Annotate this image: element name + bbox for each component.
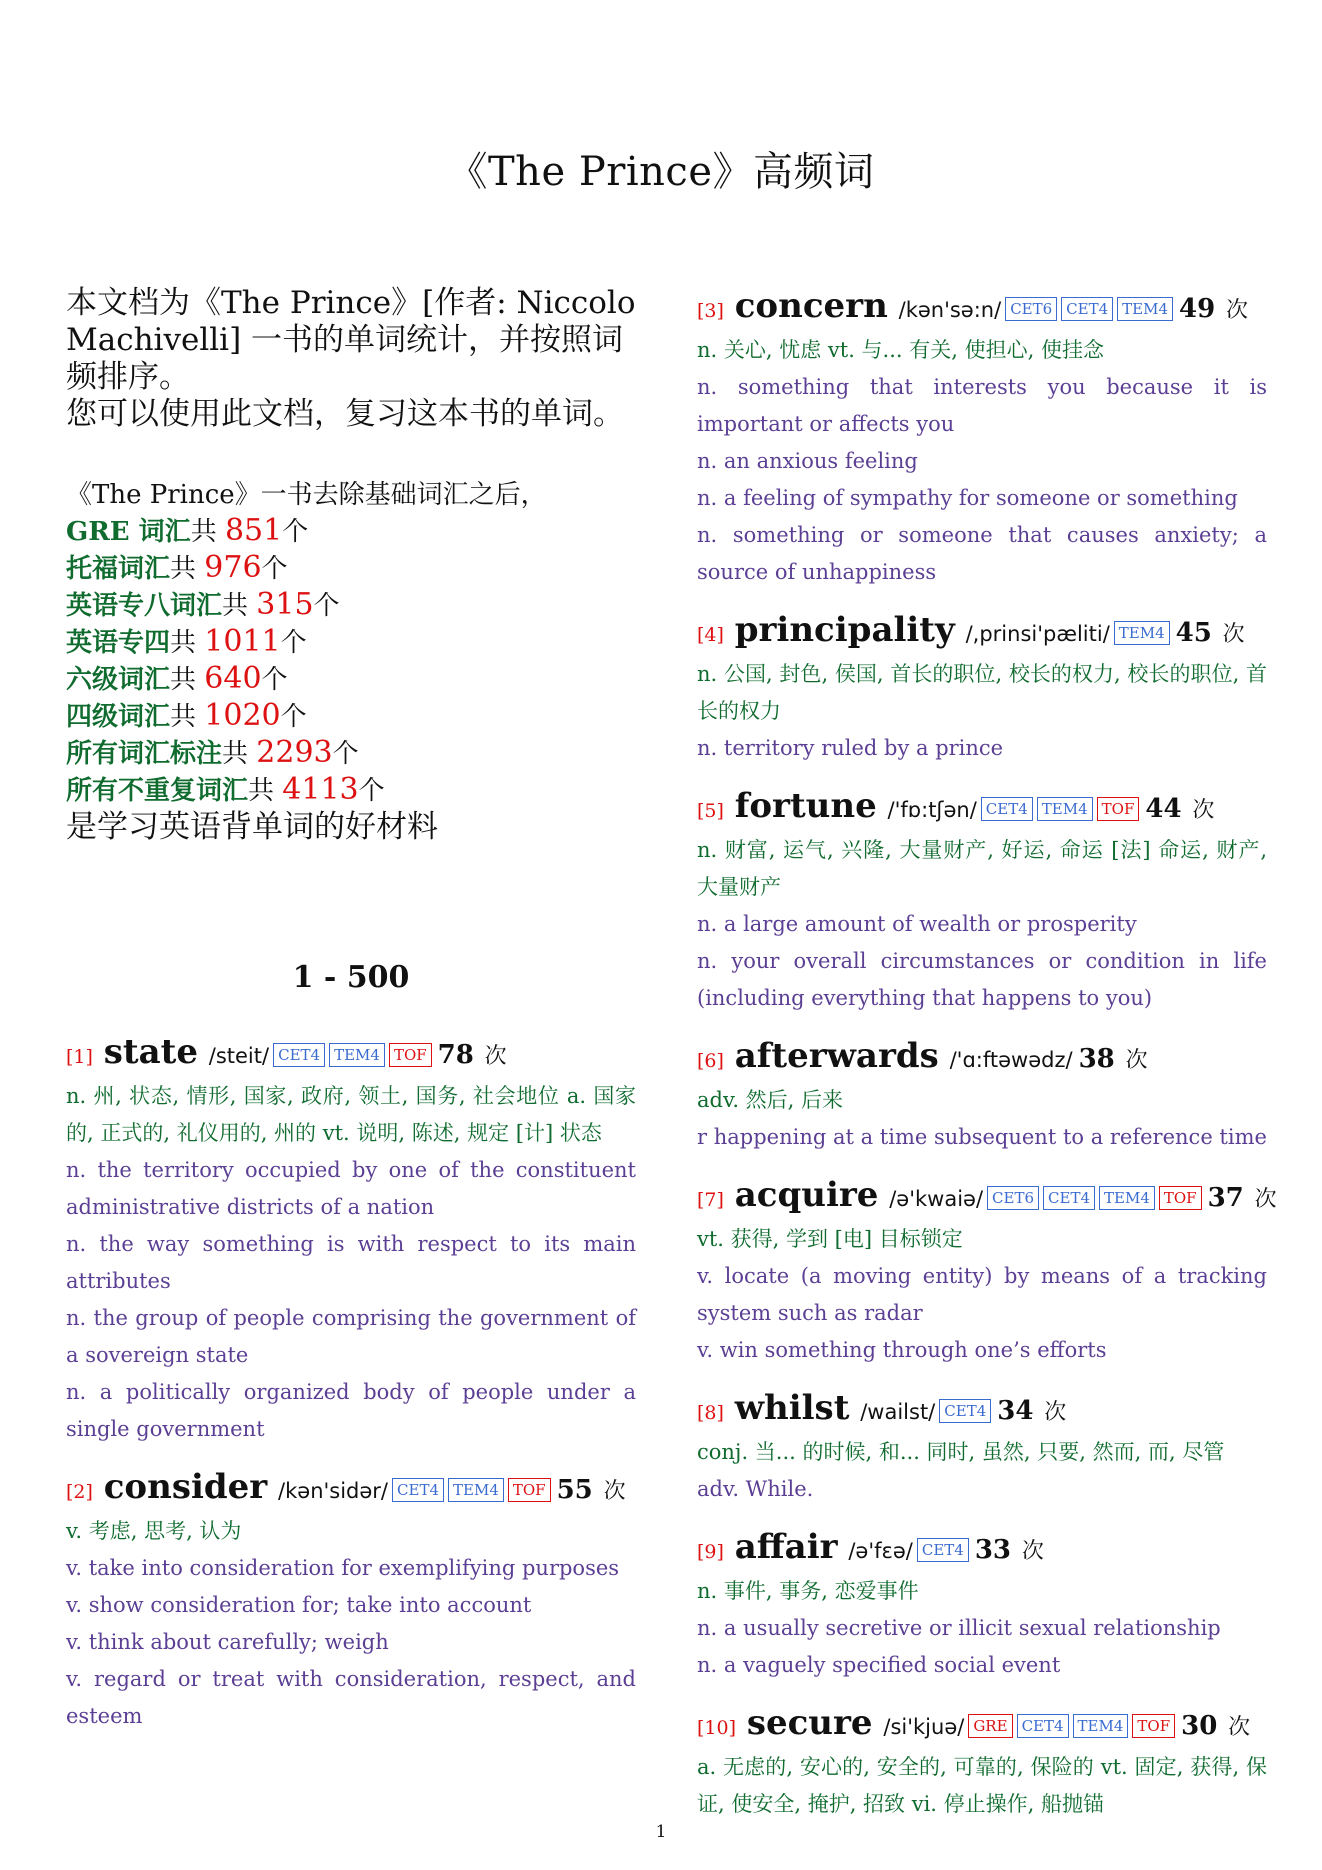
stat-row (66, 624, 636, 661)
entry-index: [6] (697, 1050, 724, 1072)
entry-count: 44 (1145, 794, 1182, 824)
exam-tag-tof: TOF (1097, 797, 1140, 821)
range-heading: 1 - 500 (292, 960, 410, 995)
definition-en: n. the group of people comprising the government of a sovereign state (66, 1306, 636, 1367)
stat-label: 英语专八词汇 (66, 591, 223, 621)
definition-en: v. show consideration for; take into account (66, 1593, 532, 1617)
entries-right (697, 285, 1277, 1823)
entry-index: [5] (697, 800, 724, 822)
word-entry (697, 1035, 1267, 1156)
stats-block (66, 477, 636, 845)
entry-phonetic: /si'kjuə/ (883, 1715, 965, 1739)
stat-unit: 个 (313, 591, 340, 621)
entry-header (697, 785, 1267, 832)
entry-word: affair (734, 1527, 838, 1567)
definition-en: v. regard or treat with consideration, respect, and esteem (66, 1667, 636, 1728)
entry-count-unit: 次 (1125, 1048, 1148, 1073)
definition-en: n. territory ruled by a prince (697, 736, 1004, 760)
entry-header (697, 1035, 1267, 1082)
definition-en: v. think about carefully; weigh (66, 1630, 389, 1654)
entry-word: acquire (734, 1175, 879, 1215)
stat-prefix: 共 (190, 517, 225, 547)
exam-tag-cet4: CET4 (917, 1538, 969, 1562)
definition-cn: n. 财富, 运气, 兴隆, 大量财产, 好运, 命运 [法] 命运, 财产, 大量财产 (697, 838, 1267, 899)
definition-cn: n. 公国, 封色, 侯国, 首长的职位, 校长的权力, 校长的职位, 首长的权力 (697, 662, 1267, 723)
entry-header (697, 1174, 1277, 1221)
entry-phonetic: /ə'fɛə/ (848, 1539, 913, 1563)
entry-word: afterwards (734, 1036, 939, 1076)
stat-label: 所有词汇标注 (66, 739, 223, 769)
entry-header (697, 285, 1267, 332)
intro-block (66, 285, 636, 433)
entry-count: 55 (556, 1475, 593, 1505)
definition-en: n. a feeling of sympathy for someone or something (697, 486, 1238, 510)
definition-en: adv. While. (697, 1477, 814, 1501)
definition-cn: a. 无虑的, 安心的, 安全的, 可靠的, 保险的 vt. 固定, 获得, 保证, 使安全, 掩护, 招致 vi. 停止操作, 船抛锚 (697, 1755, 1267, 1816)
entry-word: whilst (734, 1388, 850, 1428)
exam-tag-cet4: CET4 (392, 1478, 444, 1502)
definition-en: n. a vaguely specified social event (697, 1653, 1061, 1677)
definition-en: r happening at a time subsequent to a reference time (697, 1125, 1267, 1149)
entry-count-unit: 次 (1021, 1539, 1044, 1564)
stat-prefix: 共 (170, 554, 205, 584)
entry-phonetic: /steit/ (208, 1044, 270, 1068)
stats-footer: 是学习英语背单词的好材料 (66, 809, 438, 845)
word-entry (697, 1702, 1267, 1823)
entry-count-unit: 次 (1254, 1187, 1277, 1212)
definition-cn: n. 州, 状态, 情形, 国家, 政府, 领土, 国务, 社会地位 a. 国家的, 正式的, 礼仪用的, 州的 vt. 说明, 陈述, 规定 [计] 状态 (66, 1084, 636, 1145)
entry-word: secure (746, 1703, 873, 1743)
definition-en: n. a politically organized body of people under a single government (66, 1380, 636, 1441)
stat-unit: 个 (261, 554, 288, 584)
stat-label: GRE 词汇 (66, 517, 191, 547)
stat-unit: 个 (261, 665, 288, 695)
stat-prefix: 共 (222, 739, 257, 769)
intro-line-1: 本文档为《The Prince》[作者: Niccolo Machivelli] 一书的单词统计，并按照词频排序。 (66, 285, 636, 395)
exam-tag-cet4: CET4 (939, 1399, 991, 1423)
entry-header (66, 1031, 636, 1078)
exam-tag-tof: TOF (508, 1478, 551, 1502)
entry-index: [2] (66, 1481, 93, 1503)
stat-row (66, 698, 636, 735)
stat-prefix: 共 (170, 702, 205, 732)
definition-en: v. locate (a moving entity) by means of a tracking system such as radar (697, 1264, 1267, 1325)
definition-cn: adv. 然后, 后来 (697, 1088, 844, 1112)
intro-line-2: 您可以使用此文档，复习这本书的单词。 (66, 396, 624, 432)
stats-heading: 《The Prince》一书去除基础词汇之后， (66, 480, 547, 510)
stat-number: 315 (256, 587, 314, 622)
exam-tag-tof: TOF (389, 1043, 432, 1067)
stat-number: 976 (204, 550, 262, 585)
entry-index: [8] (697, 1402, 724, 1424)
word-entry (697, 1174, 1277, 1369)
entry-word: principality (734, 610, 955, 650)
word-entry (697, 785, 1267, 1017)
entry-count: 38 (1078, 1044, 1115, 1074)
word-entry (697, 609, 1267, 767)
exam-tag-cet4: CET4 (1061, 297, 1113, 321)
word-entry (66, 1031, 636, 1448)
stat-prefix: 共 (222, 591, 257, 621)
stat-label: 六级词汇 (66, 665, 171, 695)
entry-index: [4] (697, 624, 724, 646)
exam-tag-tem4: TEM4 (1117, 297, 1173, 321)
entry-index: [9] (697, 1541, 724, 1563)
entry-count-unit: 次 (484, 1044, 507, 1069)
stat-label: 所有不重复词汇 (66, 776, 249, 806)
entry-header (697, 1702, 1267, 1749)
definition-cn: conj. 当... 的时候, 和... 同时, 虽然, 只要, 然而, 而, 尽管 (697, 1440, 1225, 1464)
stat-number: 2293 (256, 735, 333, 770)
definition-cn: n. 事件, 事务, 恋爱事件 (697, 1579, 919, 1603)
entry-count-unit: 次 (1226, 298, 1249, 323)
entry-word: concern (734, 286, 888, 326)
stat-label: 英语专四 (66, 628, 171, 658)
stat-row (66, 772, 636, 809)
entry-index: [1] (66, 1046, 93, 1068)
exam-tag-gre: GRE (968, 1714, 1012, 1738)
entry-index: [10] (697, 1717, 737, 1739)
entry-word: consider (103, 1467, 268, 1507)
entry-count: 78 (437, 1040, 474, 1070)
entry-phonetic: /kən'sidər/ (278, 1479, 389, 1503)
stat-row (66, 661, 636, 698)
exam-tag-cet4: CET4 (1043, 1186, 1095, 1210)
entry-count-unit: 次 (603, 1479, 626, 1504)
stat-number: 1020 (204, 698, 281, 733)
definition-cn: n. 关心, 忧虑 vt. 与... 有关, 使担心, 使挂念 (697, 338, 1104, 362)
entry-count-unit: 次 (1044, 1400, 1067, 1425)
entry-header (697, 1387, 1267, 1434)
exam-tag-tem4: TEM4 (1073, 1714, 1129, 1738)
definition-en: n. the territory occupied by one of the constituent administrative districts of a nation (66, 1158, 636, 1219)
stat-prefix: 共 (170, 665, 205, 695)
entries-left (66, 1031, 636, 1735)
entry-count-unit: 次 (1222, 622, 1245, 647)
exam-tag-cet6: CET6 (1005, 297, 1057, 321)
word-entry (697, 1526, 1267, 1684)
word-entry (697, 1387, 1267, 1508)
definition-en: n. a usually secretive or illicit sexual relationship (697, 1616, 1221, 1640)
entry-header (66, 1466, 636, 1513)
stat-unit: 个 (280, 702, 307, 732)
entry-count-unit: 次 (1192, 798, 1215, 823)
entry-header (697, 1526, 1267, 1573)
stat-unit: 个 (282, 517, 309, 547)
stat-label: 四级词汇 (66, 702, 171, 732)
entry-phonetic: /'fɒ:tʃən/ (887, 798, 977, 822)
exam-tag-cet6: CET6 (987, 1186, 1039, 1210)
stats-rows (66, 513, 636, 809)
definition-en: n. your overall circumstances or condition in life (including everything that happens to you) (697, 949, 1267, 1010)
entry-phonetic: /wailst/ (860, 1400, 936, 1424)
entry-word: state (103, 1032, 198, 1072)
stat-row (66, 735, 636, 772)
definition-en: n. something that interests you because it is important or affects you (697, 375, 1267, 436)
entry-index: [7] (697, 1189, 724, 1211)
exam-tag-tof: TOF (1132, 1714, 1175, 1738)
entry-count: 34 (997, 1396, 1034, 1426)
exam-tag-cet4: CET4 (1017, 1714, 1069, 1738)
definition-en: n. a large amount of wealth or prosperity (697, 912, 1137, 936)
stat-row (66, 587, 636, 624)
exam-tag-tem4: TEM4 (448, 1478, 504, 1502)
exam-tag-tof: TOF (1159, 1186, 1202, 1210)
entry-phonetic: /'ɑ:ftəwədz/ (949, 1048, 1073, 1072)
definition-cn: v. 考虑, 思考, 认为 (66, 1519, 242, 1543)
word-entry (697, 285, 1267, 591)
exam-tag-tem4: TEM4 (1099, 1186, 1155, 1210)
stat-unit: 个 (332, 739, 359, 769)
entry-phonetic: /ə'kwaiə/ (889, 1187, 984, 1211)
left-column (66, 285, 636, 1753)
definition-en: v. take into consideration for exemplifying purposes (66, 1556, 620, 1580)
stat-number: 851 (224, 513, 283, 548)
entry-count: 30 (1181, 1711, 1218, 1741)
definition-en: n. the way something is with respect to its main attributes (66, 1232, 636, 1293)
page-number: 1 (655, 1822, 667, 1842)
right-column (697, 285, 1277, 1841)
entry-header (697, 609, 1267, 656)
definition-en: v. win something through one’s efforts (697, 1338, 1107, 1362)
exam-tag-cet4: CET4 (273, 1043, 325, 1067)
entry-count: 33 (974, 1535, 1012, 1565)
stat-row (66, 513, 636, 550)
entry-index: [3] (697, 300, 724, 322)
exam-tag-tem4: TEM4 (329, 1043, 385, 1067)
stat-number: 4113 (282, 772, 359, 807)
entry-phonetic: /kən'sə:n/ (898, 298, 1002, 322)
word-entry (66, 1466, 636, 1735)
stat-number: 1011 (204, 624, 281, 659)
stat-unit: 个 (358, 776, 385, 806)
entry-word: fortune (734, 786, 877, 826)
stat-row (66, 550, 636, 587)
stat-prefix: 共 (248, 776, 283, 806)
entry-phonetic: /,prinsi'pæliti/ (965, 622, 1110, 646)
stat-prefix: 共 (170, 628, 205, 658)
definition-en: n. something or someone that causes anxiety; a source of unhappiness (697, 523, 1267, 584)
entry-count: 49 (1179, 294, 1216, 324)
stat-number: 640 (204, 661, 262, 696)
definition-cn: vt. 获得, 学到 [电] 目标锁定 (697, 1227, 963, 1251)
exam-tag-cet4: CET4 (981, 797, 1033, 821)
entry-count: 45 (1175, 618, 1212, 648)
entry-count-unit: 次 (1228, 1715, 1251, 1740)
exam-tag-tem4: TEM4 (1037, 797, 1093, 821)
stat-unit: 个 (280, 628, 307, 658)
definition-en: n. an anxious feeling (697, 449, 918, 473)
document-title: 《The Prince》高频词 (447, 149, 875, 195)
exam-tag-tem4: TEM4 (1114, 621, 1170, 645)
entry-count: 37 (1207, 1183, 1244, 1213)
stat-label: 托福词汇 (66, 554, 171, 584)
